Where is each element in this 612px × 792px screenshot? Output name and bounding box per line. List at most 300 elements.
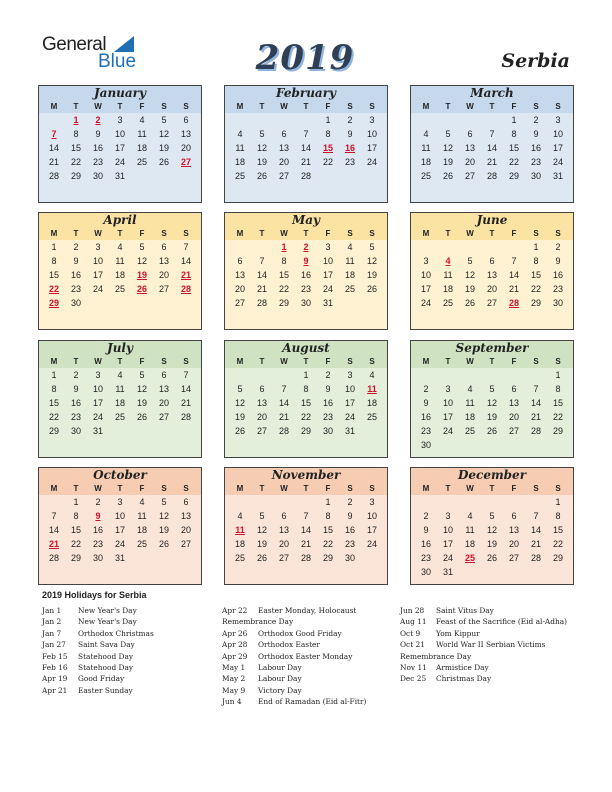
holiday-date: Apr 22 (222, 606, 248, 615)
day-cell: 15 (48, 270, 59, 280)
day-cell: 6 (259, 384, 265, 394)
weekday-label: S (369, 484, 375, 493)
day-cell: 25 (366, 412, 377, 422)
week-row (225, 368, 387, 382)
holiday-column (222, 605, 366, 708)
day-cell: 4 (139, 115, 145, 125)
week-row (39, 169, 201, 183)
weekday-label: T (259, 484, 265, 493)
holiday-date: Jun 28 (400, 606, 425, 615)
day-cell: 30 (70, 426, 81, 436)
day-cell: 29 (70, 171, 81, 181)
day-cell: 3 (369, 497, 375, 507)
day-cell: 18 (344, 270, 355, 280)
empty-day-cell (43, 113, 65, 127)
day-cell: 10 (442, 525, 453, 535)
holiday-day-cell: 26 (136, 284, 147, 294)
week-row (39, 141, 201, 155)
week-row (411, 424, 573, 438)
holiday-day-cell: 25 (464, 553, 475, 563)
day-cell: 23 (420, 426, 431, 436)
month-title: May (225, 213, 387, 228)
day-cell: 2 (533, 115, 539, 125)
day-cell: 2 (73, 370, 79, 380)
weekday-label: F (511, 102, 517, 111)
weekday-label: F (511, 484, 517, 493)
day-cell: 9 (423, 398, 429, 408)
weekday-label: F (139, 484, 145, 493)
day-cell: 31 (442, 567, 453, 577)
holiday-name: New Year's Day (78, 606, 137, 615)
weekday-label: T (259, 357, 265, 366)
day-cell: 22 (70, 539, 81, 549)
month-september (410, 340, 574, 458)
day-cell: 19 (464, 284, 475, 294)
month-june (410, 212, 574, 330)
day-cell: 12 (158, 511, 169, 521)
day-cell: 27 (180, 539, 191, 549)
generalblue-logo (42, 34, 142, 74)
day-cell: 25 (464, 426, 475, 436)
day-cell: 22 (322, 539, 333, 549)
day-cell: 5 (161, 497, 167, 507)
week-row (39, 127, 201, 141)
day-cell: 13 (278, 525, 289, 535)
day-cell: 7 (281, 384, 287, 394)
weekday-label: S (161, 229, 167, 238)
day-cell: 8 (555, 511, 561, 521)
day-cell: 16 (92, 525, 103, 535)
day-cell: 11 (443, 270, 453, 280)
weekday-label: S (533, 484, 539, 493)
day-cell: 4 (467, 384, 473, 394)
holiday-day-cell: 29 (48, 298, 59, 308)
week-row (39, 410, 201, 424)
empty-day-cell (295, 113, 317, 127)
day-cell: 18 (366, 398, 377, 408)
day-cell: 24 (366, 157, 377, 167)
holiday-date: May 1 (222, 662, 246, 672)
day-cell: 19 (366, 270, 377, 280)
weekday-header-row (39, 356, 201, 368)
day-cell: 31 (114, 171, 125, 181)
holiday-day-cell: 28 (508, 298, 519, 308)
empty-day-cell (339, 296, 361, 310)
day-cell: 11 (465, 398, 475, 408)
day-cell: 2 (95, 497, 101, 507)
week-row (225, 509, 387, 523)
holiday-entry (222, 616, 366, 627)
holiday-date: Jan 1 (42, 606, 62, 615)
day-cell: 13 (180, 511, 191, 521)
empty-day-cell (109, 296, 131, 310)
day-cell: 19 (486, 412, 497, 422)
day-cell: 1 (325, 497, 331, 507)
weekday-label: S (347, 102, 353, 111)
day-cell: 15 (48, 398, 59, 408)
day-cell: 20 (508, 539, 519, 549)
empty-day-cell (273, 495, 295, 509)
month-title: March (411, 86, 573, 101)
day-cell: 17 (366, 143, 377, 153)
holiday-name: Good Friday (78, 674, 125, 684)
day-cell: 22 (70, 157, 81, 167)
month-title: December (411, 468, 573, 483)
day-cell: 15 (508, 143, 519, 153)
day-cell: 11 (465, 525, 475, 535)
day-cell: 6 (183, 115, 189, 125)
week-row (39, 495, 201, 509)
day-cell: 14 (48, 525, 59, 535)
day-cell: 31 (322, 298, 333, 308)
day-cell: 22 (300, 412, 311, 422)
empty-day-cell (109, 424, 131, 438)
day-cell: 26 (136, 412, 147, 422)
holiday-date: Jun 4 (222, 697, 242, 707)
day-cell: 5 (489, 511, 495, 521)
week-row (225, 382, 387, 396)
day-cell: 19 (442, 157, 453, 167)
weekday-label: T (259, 102, 265, 111)
empty-day-cell (43, 495, 65, 509)
holiday-day-cell: 11 (367, 384, 377, 394)
day-cell: 19 (158, 143, 169, 153)
logo-text-blue: Blue (98, 51, 137, 72)
day-cell: 8 (555, 384, 561, 394)
week-row (411, 296, 573, 310)
weekday-label: M (50, 229, 58, 238)
day-cell: 9 (347, 511, 353, 521)
day-cell: 11 (235, 143, 245, 153)
day-cell: 17 (114, 525, 125, 535)
month-july (38, 340, 202, 458)
day-cell: 5 (237, 384, 243, 394)
weekday-label: S (555, 229, 561, 238)
day-cell: 8 (73, 511, 79, 521)
week-row (411, 438, 573, 452)
day-cell: 26 (158, 157, 169, 167)
day-cell: 14 (300, 525, 311, 535)
day-cell: 16 (70, 398, 81, 408)
weekday-label: S (183, 102, 189, 111)
day-cell: 2 (423, 511, 429, 521)
week-row (225, 155, 387, 169)
month-title: February (225, 86, 387, 101)
empty-day-cell (437, 368, 459, 382)
holiday-entry (400, 628, 567, 639)
day-cell: 24 (92, 412, 103, 422)
day-cell: 12 (136, 256, 147, 266)
empty-day-cell (153, 424, 175, 438)
day-cell: 3 (325, 242, 331, 252)
day-cell: 23 (552, 284, 563, 294)
month-october (38, 467, 202, 585)
empty-day-cell (87, 296, 109, 310)
day-cell: 17 (92, 398, 103, 408)
day-cell: 3 (95, 370, 101, 380)
day-cell: 4 (237, 129, 243, 139)
day-cell: 5 (139, 242, 145, 252)
day-cell: 13 (256, 398, 267, 408)
weekday-header-row (411, 483, 573, 495)
month-title: July (39, 341, 201, 356)
day-cell: 16 (322, 398, 333, 408)
day-cell: 4 (139, 497, 145, 507)
day-cell: 17 (552, 143, 563, 153)
weekday-label: T (489, 357, 495, 366)
day-cell: 25 (114, 412, 125, 422)
day-cell: 7 (183, 242, 189, 252)
month-april (38, 212, 202, 330)
day-cell: 20 (278, 157, 289, 167)
day-cell: 23 (322, 412, 333, 422)
day-cell: 12 (136, 384, 147, 394)
day-cell: 1 (73, 497, 79, 507)
week-row (39, 382, 201, 396)
day-cell: 11 (115, 256, 125, 266)
holiday-date: Oct 9 (400, 628, 421, 638)
week-row (411, 396, 573, 410)
week-row (39, 113, 201, 127)
day-cell: 13 (234, 270, 245, 280)
day-cell: 29 (48, 426, 59, 436)
day-cell: 17 (366, 525, 377, 535)
empty-day-cell (547, 565, 569, 579)
week-row (411, 368, 573, 382)
week-row (411, 240, 573, 254)
day-cell: 5 (259, 129, 265, 139)
day-cell: 19 (486, 539, 497, 549)
weekday-label: T (73, 229, 79, 238)
week-row (411, 254, 573, 268)
empty-day-cell (481, 438, 503, 452)
weekday-label: S (347, 484, 353, 493)
day-cell: 15 (322, 525, 333, 535)
holiday-name: Easter Sunday (78, 685, 133, 695)
day-cell: 10 (366, 129, 377, 139)
day-cell: 16 (344, 525, 355, 535)
day-cell: 29 (508, 171, 519, 181)
week-row (411, 113, 573, 127)
empty-day-cell (525, 438, 547, 452)
day-cell: 25 (420, 171, 431, 181)
weekday-label: S (347, 357, 353, 366)
holiday-day-cell: 22 (48, 284, 59, 294)
day-cell: 14 (278, 398, 289, 408)
day-cell: 21 (530, 539, 541, 549)
holiday-entry (400, 673, 567, 684)
empty-day-cell (175, 551, 197, 565)
day-cell: 17 (114, 143, 125, 153)
holiday-entry (222, 696, 366, 707)
day-cell: 23 (70, 412, 81, 422)
week-row (411, 169, 573, 183)
day-cell: 11 (115, 384, 125, 394)
week-row (225, 296, 387, 310)
holiday-day-cell: 27 (180, 157, 191, 167)
day-cell: 19 (256, 539, 267, 549)
day-cell: 23 (344, 539, 355, 549)
weekday-label: S (369, 229, 375, 238)
day-cell: 10 (114, 129, 125, 139)
holiday-entry (42, 651, 154, 662)
day-cell: 16 (552, 270, 563, 280)
day-cell: 12 (486, 525, 497, 535)
holiday-entry (400, 639, 567, 650)
holiday-name: Orthodox Easter (258, 640, 320, 650)
day-cell: 1 (303, 370, 309, 380)
weekday-header-row (225, 483, 387, 495)
weekday-label: F (139, 229, 145, 238)
week-row (39, 296, 201, 310)
day-cell: 3 (95, 242, 101, 252)
day-cell: 20 (256, 412, 267, 422)
empty-day-cell (415, 113, 437, 127)
day-cell: 7 (183, 370, 189, 380)
week-row (225, 551, 387, 565)
day-cell: 14 (300, 143, 311, 153)
empty-day-cell (175, 296, 197, 310)
empty-day-cell (525, 565, 547, 579)
empty-day-cell (131, 296, 153, 310)
day-cell: 30 (552, 298, 563, 308)
month-december (410, 467, 574, 585)
day-cell: 27 (158, 284, 169, 294)
day-cell: 11 (421, 143, 431, 153)
weekday-label: T (303, 102, 309, 111)
day-cell: 20 (180, 143, 191, 153)
empty-day-cell (437, 240, 459, 254)
logo-triangle-icon (114, 36, 134, 52)
day-cell: 27 (464, 171, 475, 181)
day-cell: 19 (158, 525, 169, 535)
weekday-label: T (117, 102, 123, 111)
holiday-entry (222, 685, 366, 696)
week-row (39, 254, 201, 268)
day-cell: 20 (158, 270, 169, 280)
week-row (39, 424, 201, 438)
day-cell: 28 (48, 553, 59, 563)
empty-day-cell (459, 240, 481, 254)
day-cell: 22 (508, 157, 519, 167)
day-cell: 17 (344, 398, 355, 408)
day-cell: 23 (92, 539, 103, 549)
week-row (411, 410, 573, 424)
month-february (224, 85, 388, 203)
day-cell: 7 (303, 129, 309, 139)
day-cell: 23 (92, 157, 103, 167)
empty-day-cell (437, 113, 459, 127)
week-row (411, 155, 573, 169)
empty-day-cell (175, 169, 197, 183)
day-cell: 28 (180, 412, 191, 422)
weekday-label: W (466, 229, 474, 238)
day-cell: 26 (158, 539, 169, 549)
week-row (411, 127, 573, 141)
holiday-name: Victory Day (258, 685, 302, 695)
weekday-label: W (280, 229, 288, 238)
weekday-label: S (183, 229, 189, 238)
week-row (225, 537, 387, 551)
day-cell: 27 (508, 426, 519, 436)
day-cell: 5 (467, 256, 473, 266)
holiday-name: Orthodox Easter Monday (258, 651, 353, 661)
holiday-date: Feb 15 (42, 651, 68, 661)
holiday-name: Remembrance Day (400, 651, 472, 661)
empty-day-cell (361, 551, 383, 565)
month-title: January (39, 86, 201, 101)
day-cell: 11 (137, 129, 147, 139)
week-row (225, 424, 387, 438)
weekday-label: S (161, 357, 167, 366)
day-cell: 6 (489, 256, 495, 266)
day-cell: 24 (552, 157, 563, 167)
holiday-day-cell: 7 (51, 129, 57, 139)
day-cell: 27 (158, 412, 169, 422)
day-cell: 10 (114, 511, 125, 521)
holiday-day-cell: 21 (180, 270, 191, 280)
empty-day-cell (503, 495, 525, 509)
day-cell: 23 (70, 284, 81, 294)
holiday-entry (42, 662, 154, 673)
weekday-label: W (94, 229, 102, 238)
weekday-label: M (50, 357, 58, 366)
day-cell: 3 (117, 497, 123, 507)
empty-day-cell (295, 495, 317, 509)
holiday-day-cell: 19 (136, 270, 147, 280)
weekday-label: W (94, 357, 102, 366)
day-cell: 16 (70, 270, 81, 280)
weekday-label: S (555, 484, 561, 493)
day-cell: 14 (508, 270, 519, 280)
day-cell: 20 (486, 284, 497, 294)
empty-day-cell (481, 240, 503, 254)
day-cell: 17 (442, 539, 453, 549)
holiday-entry (400, 662, 567, 673)
holiday-entry (42, 685, 154, 696)
day-cell: 4 (117, 370, 123, 380)
weekday-label: W (466, 102, 474, 111)
day-cell: 31 (92, 426, 103, 436)
holiday-column (42, 605, 154, 696)
holiday-day-cell: 21 (48, 539, 59, 549)
week-row (411, 382, 573, 396)
day-cell: 1 (51, 242, 57, 252)
day-cell: 22 (530, 284, 541, 294)
holiday-entry (42, 639, 154, 650)
day-cell: 21 (48, 157, 59, 167)
empty-day-cell (481, 565, 503, 579)
day-cell: 6 (237, 256, 243, 266)
day-cell: 27 (278, 171, 289, 181)
holiday-name: Yom Kippur (436, 628, 480, 638)
empty-day-cell (131, 551, 153, 565)
day-cell: 22 (552, 539, 563, 549)
day-cell: 13 (158, 384, 169, 394)
day-cell: 6 (467, 129, 473, 139)
day-cell: 15 (278, 270, 289, 280)
holiday-day-cell: 16 (344, 143, 355, 153)
empty-day-cell (481, 368, 503, 382)
day-cell: 7 (533, 384, 539, 394)
day-cell: 31 (114, 553, 125, 563)
empty-day-cell (503, 240, 525, 254)
week-row (39, 155, 201, 169)
day-cell: 2 (347, 115, 353, 125)
day-cell: 16 (530, 143, 541, 153)
day-cell: 30 (322, 426, 333, 436)
week-row (39, 537, 201, 551)
